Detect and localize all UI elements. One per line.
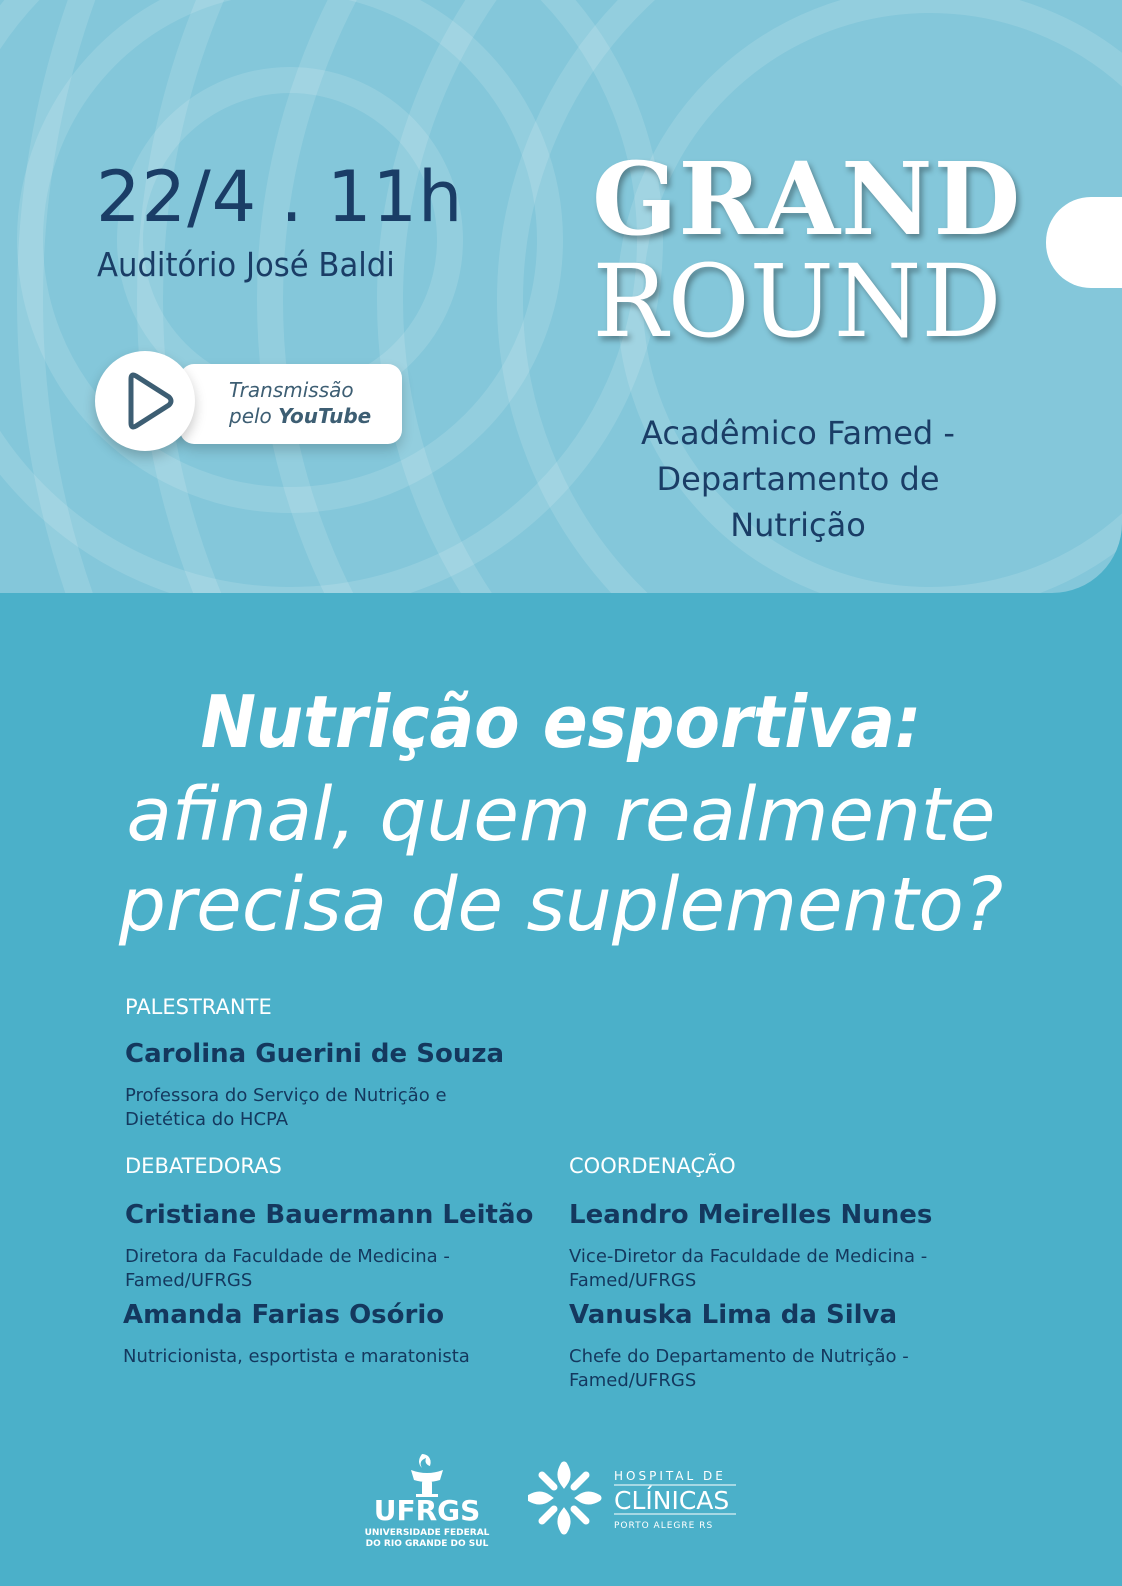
- organizer-line: Nutrição: [730, 506, 866, 544]
- program-title-grand: GRAND: [592, 140, 1022, 258]
- role-line: Famed/UFRGS: [569, 1370, 697, 1391]
- play-icon: [95, 351, 195, 451]
- ufrgs-logo: [364, 1452, 490, 1552]
- subtitle-line: precisa de suplemento?: [118, 862, 1004, 948]
- role-line: Vice-Diretor da Faculdade de Medicina -: [569, 1246, 928, 1267]
- ufrgs-line1: UNIVERSIDADE FEDERAL: [364, 1528, 490, 1538]
- debater-role: [125, 1245, 450, 1293]
- debater-name: Amanda Farias Osório: [123, 1300, 445, 1330]
- event-venue: Auditório José Baldi: [97, 245, 395, 284]
- role-line: Nutricionista, esportista e maratonista: [123, 1346, 470, 1367]
- organizer: [622, 410, 974, 548]
- talk-title: Nutrição esportiva:: [200, 680, 922, 764]
- hospital-clinicas-logo: [528, 1457, 758, 1541]
- organizer-line: Departamento de: [656, 460, 940, 498]
- role-line: Famed/UFRGS: [569, 1270, 697, 1291]
- youtube-stream-label: [229, 377, 371, 429]
- coordinator-name: Leandro Meirelles Nunes: [569, 1200, 933, 1230]
- hc-line1: HOSPITAL DE: [614, 1469, 726, 1483]
- coordination-section-label: COORDENAÇÃO: [569, 1154, 736, 1178]
- talk-subtitle: [0, 770, 1122, 950]
- role-line: Professora do Serviço de Nutrição e: [125, 1085, 447, 1106]
- subtitle-line: afinal, quem realmente: [126, 772, 996, 858]
- coordinator-role: [569, 1245, 927, 1293]
- speaker-role: [125, 1084, 447, 1132]
- stream-line1: Transmissão: [229, 378, 354, 402]
- role-line: Diretora da Faculdade de Medicina -: [125, 1246, 450, 1267]
- play-button[interactable]: [95, 351, 195, 451]
- coordinator-name: Vanuska Lima da Silva: [569, 1300, 898, 1330]
- stream-brand: YouTube: [278, 404, 372, 428]
- program-title-round: ROUND: [592, 243, 1002, 360]
- organizer-line: Acadêmico Famed -: [641, 414, 955, 452]
- ufrgs-line2: DO RIO GRANDE DO SUL: [365, 1539, 489, 1549]
- hc-emblem: [530, 1465, 598, 1531]
- coordinator-role: [569, 1345, 909, 1393]
- debaters-section-label: DEBATEDORAS: [125, 1154, 282, 1178]
- debater-role: [123, 1345, 470, 1369]
- hc-line3: PORTO ALEGRE RS: [614, 1521, 714, 1531]
- speaker-section-label: PALESTRANTE: [125, 995, 272, 1019]
- speaker-name: Carolina Guerini de Souza: [125, 1039, 505, 1069]
- event-date-time: 22/4 . 11h: [96, 156, 464, 238]
- stream-line2-prefix: pelo: [229, 404, 279, 428]
- role-line: Chefe do Departamento de Nutrição -: [569, 1346, 909, 1367]
- debater-name: Cristiane Bauermann Leitão: [125, 1200, 534, 1230]
- role-line: Famed/UFRGS: [125, 1270, 253, 1291]
- ufrgs-wordmark: UFRGS: [373, 1494, 481, 1527]
- role-line: Dietética do HCPA: [125, 1109, 289, 1130]
- hc-line2: CLÍNICAS: [614, 1486, 730, 1515]
